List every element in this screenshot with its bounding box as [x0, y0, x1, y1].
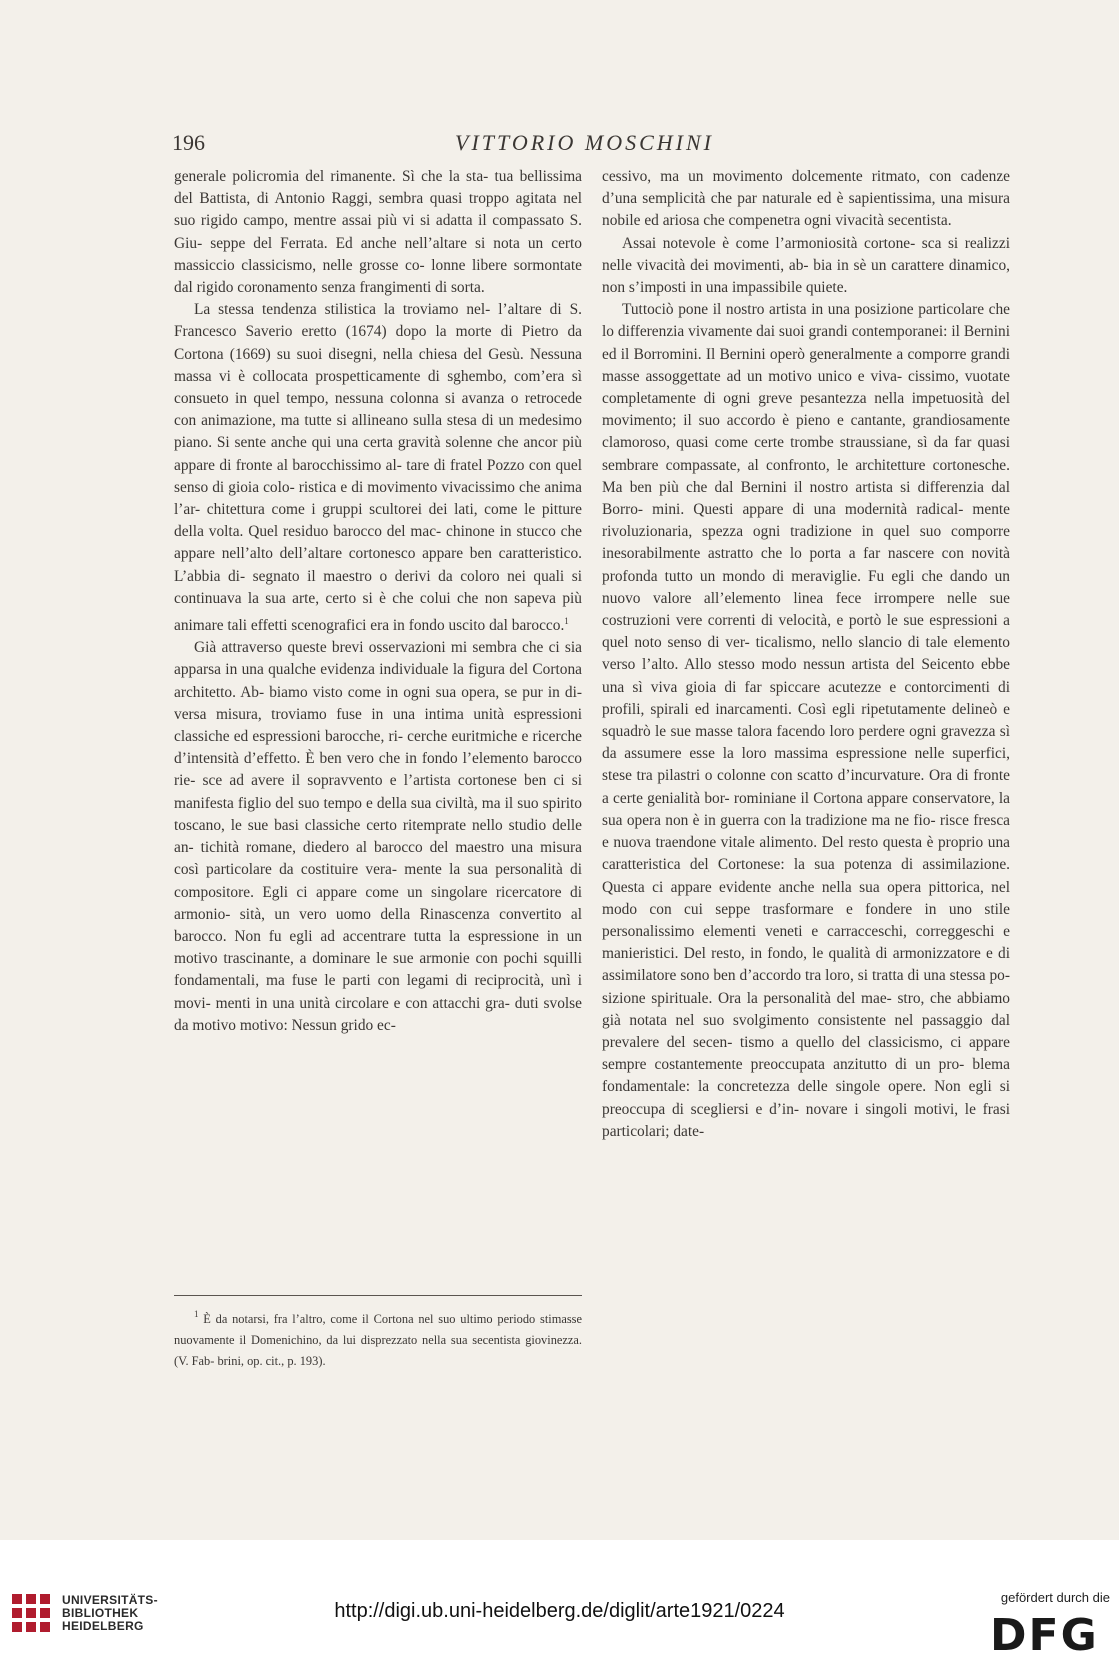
footnote	[174, 1304, 582, 1372]
paragraph: Già attraverso queste brevi osservazioni mi sembra che ci sia apparsa in una qualche evidenza individuale la figura del Cortona architetto. Ab- biamo visto come in ogni sua opera, se pur in di- versa misura, troviamo fuse in una intima unità espressioni classiche ed espressioni barocche, ri- cerche euritmiche e ricerche d’intensità d’effetto. È ben vero che in fondo l’elemento barocco rie- sce ad avere il sopravvento e l’artista cortonese ben ci si manifesta figlio del suo tempo e della sua civiltà, ma il suo spirito toscano, le sue basi classiche certo ritemprate nello studio delle an- tichità romane, diedero al barocco del maestro una misura così particolare da costituire vera- mente la sua personalità di compositore. Egli ci appare come un singolare ricercatore di armonio- sità, un vero uomo della Rinascenza convertito al barocco. Non fu egli ad accentrare tutta la espressione in un motivo trascinante, a dominare le sue armonie con pochi squilli fondamentali, ma fuse le parti con legami di reciprocità, unì i movi- menti in una unità circolare e con attacchi gra- duti svolse da motivo motivo: Nessun grido ec-	[174, 639, 582, 1034]
running-title: VITTORIO MOSCHINI	[455, 130, 714, 155]
footnote-separator	[174, 1295, 582, 1296]
right-column	[602, 166, 1010, 1143]
paragraph: Assai notevole è come l’armoniosità cortone- sca si realizzi nelle vivacità dei movimenti, ab- bia in sè un carattere dinamico, non s’imposti in una impassibile quiete.	[602, 234, 1010, 297]
paragraph: cessivo, ma un movimento dolcemente ritmato, con cadenze d’una semplicità che par naturale ed è sapientissima, una misura nobile ed ariosa che compenetra ogni vivacità secentista.	[602, 168, 1010, 230]
paragraph-with-note	[174, 299, 582, 637]
left-column	[174, 166, 582, 1037]
paragraph: generale policromia del rimanente. Sì che la sta- tua bellissima del Battista, di Antonio Raggi, sembra quasi troppo agitata nel suo rigido campo, mentre assai più vi si adatta il compassato S. Giu- seppe del Ferrata. Ed anche nell’altare si nota un certo massiccio classicismo, nelle grosse co- lonne libere sormontate dal rigido coronamento senza frangimenti di sorta.	[174, 168, 582, 297]
footnote-text: È da notarsi, fra l’altro, come il Cortona nel suo ultimo periodo stimasse nuovamente il Domenichino, da lui disprezzato nella sua secentista giovinezza. (V. Fab- brini, op. cit., p. 193).	[174, 1312, 582, 1368]
footnote-mark: 1	[194, 1309, 199, 1319]
digitization-footer	[0, 1540, 1119, 1673]
dfg-logo: DFG	[990, 1610, 1099, 1661]
funding-caption: gefördert durch die	[1000, 1590, 1110, 1605]
footnote-reference: 1	[564, 616, 569, 627]
permalink-url[interactable]: http://digi.ub.uni-heidelberg.de/diglit/arte1921/0224	[334, 1600, 785, 1622]
paragraph: Tuttociò pone il nostro artista in una posizione particolare che lo differenzia vivamente dai suoi grandi contemporanei: il Bernini ed il Borromini. Il Bernini operò generalmente a comporre grandi masse assoggettate ad un motivo unico e viva- cissimo, vuotate completamente di ogni greve pesantezza nella impetuosità del movimento; il suo accordo è pieno e cantante, grandiosamente clamoroso, quasi come certe trombe straussiane, sì da far quasi sembrare compassate, al confronto, le architetture cortonesche. Ma ben più che dal Bernini il nostro artista si differenzia dal Borro- mini. Questi appare di una modernità radical- mente rivoluzionaria, spezza ogni tradizione in quel suo comporre inesorabilmente astratto che lo porta a far nascere con novità profonda tutto un mondo di meraviglie. Fu egli che dando un nuovo valore all’elemento linea fece irrompere nelle sue costruzioni vere correnti di velocità, e portò le sue espressioni a quel noto senso di ver- ticalismo, nello slancio di tale elemento verso l’alto. Allo stesso modo nessun artista del Seicento ebbe una sì viva gioia di far spiccare acutezze e contorcimenti di profili, spirali ed inarcamenti. Così egli ripetutamente delineò e squadrò le sue masse talora facendo loro perdere ogni gravezza sì da assumere esse la loro massima espressione nelle superfici, stese tra pilastri o colonne con scatto d’incurvature. Ora di fronte a certe genialità bor- rominiane il Cortona appare conservatore, la sua opera non è in guerra con la tradizione ma ne fio- risce fresca e nuova traendone vitale alimento. Del resto questa è proprio una caratteristica del Cortonese: la sua potenza di assimilazione. Questa ci appare evidente anche nella sua opera pittorica, nel modo con cui seppe trasformare e fondere in uno stile personalissimo elementi veneti e carracceschi, correggeschi e manieristici. Del resto, in fondo, le qualità di armonizzatore e di assimilatore sono ben d’accordo tra loro, si tratta di una stessa po- sizione spirituale. Ora la personalità del mae- stro, che abbiamo già notata nel suo svolgimento consistente nel passaggio dal prevalere del secen- tismo a quello del classicismo, ci appare sempre costantemente preoccupata anzitutto di un pro- blema fondamentale: la concretezza delle singole opere. Non egli si preoccupa di scegliersi e d’in- novare i singoli motivi, le frasi particolari; date-	[602, 301, 1010, 1140]
paragraph-text: La stessa tendenza stilistica la troviamo nel- l’altare di S. Francesco Saverio eretto (1674) dopo la morte di Pietro da Cortona (1669) su suoi disegni, nella chiesa del Gesù. Nessuna massa vi è collocata prospetticamente di sghembo, com’era sì consueto in quel tempo, nessuna colonna si avanza o retrocede con animazione, ma tutte si allineano sulla stesa di un medesimo piano. Si sente anche qui una certa gravità solenne che ancor più appare di fronte al barocchissimo al- tare di fratel Pozzo con quel senso di gioia colo- ristica e di movimento vivacissimo che anima l’ar- chitettura come i gruppi scultorei dei lati, come le pitture della volta. Quel residuo barocco del mac- chinone in stucco che appare nell’alto dell’altare cortonesco appare ben caratteristico. L’abbia di- segnato il maestro o derivi da coloro nei quali si continuava la sua arte, certo si è che colui che non sapeva più animare tali effetti scenografici era in fondo uscito dal barocco.	[174, 301, 582, 635]
page-number: 196	[172, 130, 205, 155]
page-header	[172, 130, 997, 160]
library-name: UNIVERSITÄTS- BIBLIOTHEK HEIDELBERG	[62, 1593, 158, 1633]
